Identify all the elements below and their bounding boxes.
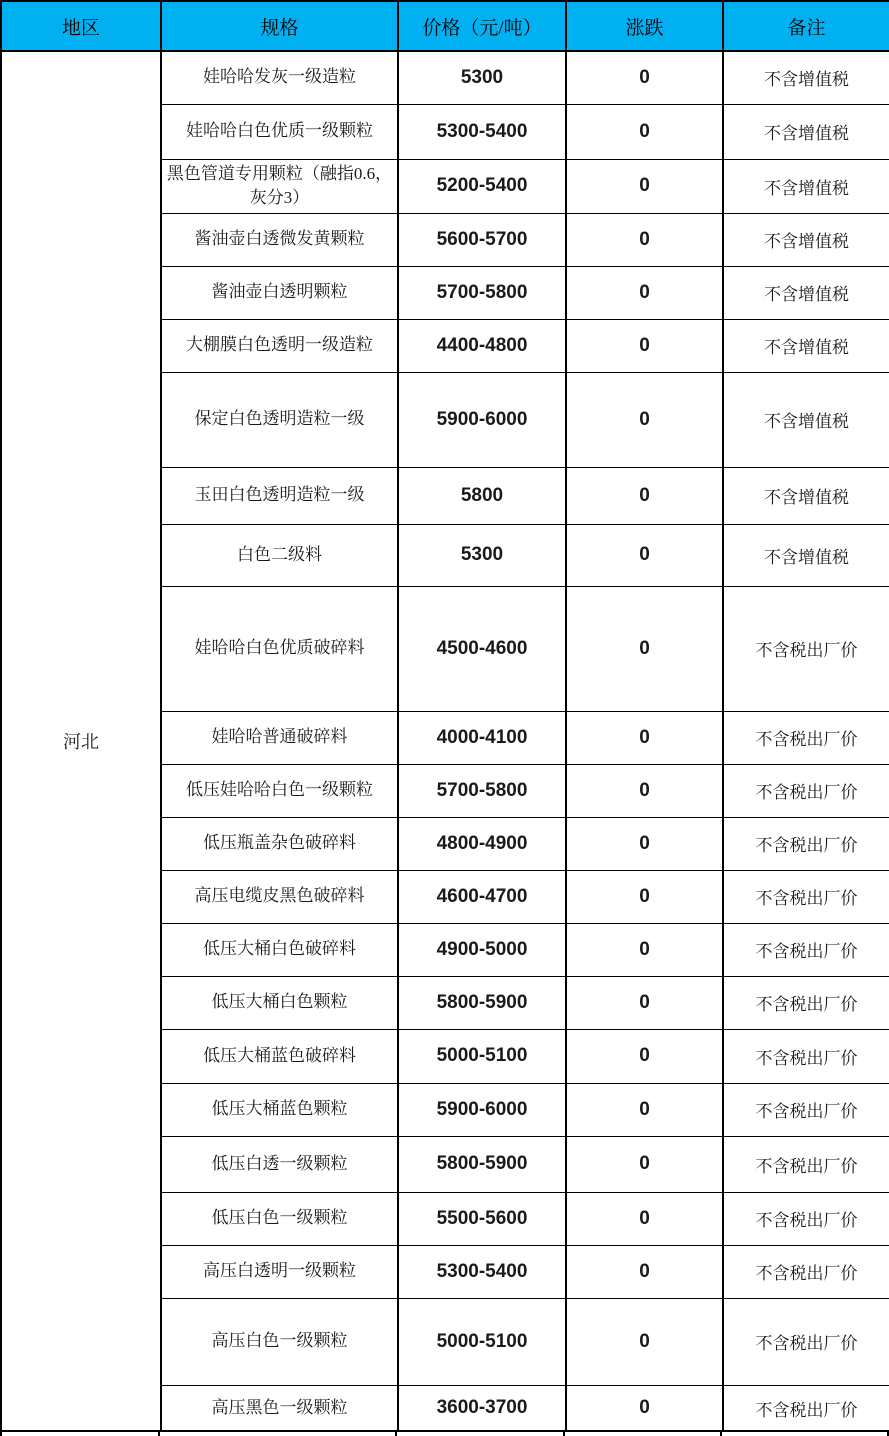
spec-cell: 低压娃哈哈白色一级颗粒 — [161, 764, 398, 817]
spec-cell: 高压黑色一级颗粒 — [161, 1385, 398, 1431]
spec-cell: 保定白色透明造粒一级 — [161, 372, 398, 467]
spec-cell: 娃哈哈发灰一级造粒 — [161, 51, 398, 104]
note-cell: 不含税出厂价 — [723, 764, 889, 817]
table-header — [1, 1, 889, 51]
spec-cell: 高压白色一级颗粒 — [161, 1298, 398, 1385]
change-cell: 0 — [566, 524, 723, 586]
spec-cell: 高压电缆皮黑色破碎料 — [161, 870, 398, 923]
note-cell: 不含增值税 — [723, 524, 889, 586]
change-cell: 0 — [566, 51, 723, 104]
change-cell: 0 — [566, 372, 723, 467]
change-cell: 0 — [566, 1192, 723, 1245]
change-cell: 0 — [566, 817, 723, 870]
table-continuation — [0, 1432, 889, 1436]
change-cell: 0 — [566, 159, 723, 213]
price-cell: 5700-5800 — [398, 266, 566, 319]
spec-cell: 娃哈哈白色优质破碎料 — [161, 586, 398, 711]
spec-cell: 低压瓶盖杂色破碎料 — [161, 817, 398, 870]
spec-cell: 低压白透一级颗粒 — [161, 1136, 398, 1192]
change-cell: 0 — [566, 870, 723, 923]
header-row — [1, 1, 889, 51]
spec-cell: 低压白色一级颗粒 — [161, 1192, 398, 1245]
note-cell: 不含增值税 — [723, 51, 889, 104]
price-cell: 5000-5100 — [398, 1029, 566, 1083]
price-cell: 4900-5000 — [398, 923, 566, 976]
note-cell: 不含增值税 — [723, 213, 889, 266]
header-region: 地区 — [1, 1, 161, 51]
price-cell: 4000-4100 — [398, 711, 566, 764]
note-cell: 不含税出厂价 — [723, 1029, 889, 1083]
note-cell: 不含增值税 — [723, 319, 889, 372]
price-cell: 5300-5400 — [398, 104, 566, 159]
continuation-col-price — [397, 1432, 565, 1436]
change-cell: 0 — [566, 266, 723, 319]
note-cell: 不含增值税 — [723, 372, 889, 467]
spec-cell: 玉田白色透明造粒一级 — [161, 467, 398, 524]
spec-cell: 黑色管道专用颗粒（融指0.6，灰分3） — [161, 159, 398, 213]
spec-cell: 低压大桶白色破碎料 — [161, 923, 398, 976]
price-cell: 5300 — [398, 51, 566, 104]
price-cell: 5500-5600 — [398, 1192, 566, 1245]
note-cell: 不含税出厂价 — [723, 976, 889, 1029]
note-cell: 不含税出厂价 — [723, 711, 889, 764]
change-cell: 0 — [566, 1083, 723, 1136]
price-cell: 5300 — [398, 524, 566, 586]
change-cell: 0 — [566, 586, 723, 711]
note-cell: 不含税出厂价 — [723, 1192, 889, 1245]
header-spec: 规格 — [161, 1, 398, 51]
header-price: 价格（元/吨） — [398, 1, 566, 51]
spec-cell: 白色二级料 — [161, 524, 398, 586]
table-row — [1, 51, 889, 104]
spec-cell: 酱油壶白透微发黄颗粒 — [161, 213, 398, 266]
price-cell: 4600-4700 — [398, 870, 566, 923]
header-note: 备注 — [723, 1, 889, 51]
price-cell: 5000-5100 — [398, 1298, 566, 1385]
spec-cell: 娃哈哈白色优质一级颗粒 — [161, 104, 398, 159]
note-cell: 不含税出厂价 — [723, 923, 889, 976]
spec-cell: 低压大桶蓝色破碎料 — [161, 1029, 398, 1083]
price-cell: 5900-6000 — [398, 372, 566, 467]
change-cell: 0 — [566, 319, 723, 372]
price-cell: 5900-6000 — [398, 1083, 566, 1136]
change-cell: 0 — [566, 976, 723, 1029]
price-cell: 5800 — [398, 467, 566, 524]
change-cell: 0 — [566, 1385, 723, 1431]
note-cell: 不含增值税 — [723, 159, 889, 213]
price-cell: 5800-5900 — [398, 976, 566, 1029]
change-cell: 0 — [566, 764, 723, 817]
spec-cell: 大棚膜白色透明一级造粒 — [161, 319, 398, 372]
table-body — [1, 51, 889, 1431]
header-change: 涨跌 — [566, 1, 723, 51]
change-cell: 0 — [566, 467, 723, 524]
change-cell: 0 — [566, 104, 723, 159]
note-cell: 不含税出厂价 — [723, 870, 889, 923]
price-cell: 4400-4800 — [398, 319, 566, 372]
price-cell: 3600-3700 — [398, 1385, 566, 1431]
note-cell: 不含税出厂价 — [723, 817, 889, 870]
note-cell: 不含税出厂价 — [723, 1385, 889, 1431]
change-cell: 0 — [566, 1298, 723, 1385]
note-cell: 不含税出厂价 — [723, 586, 889, 711]
note-cell: 不含增值税 — [723, 467, 889, 524]
price-cell: 5300-5400 — [398, 1245, 566, 1298]
continuation-col-region — [0, 1432, 160, 1436]
price-cell: 5200-5400 — [398, 159, 566, 213]
price-cell: 4800-4900 — [398, 817, 566, 870]
note-cell: 不含增值税 — [723, 266, 889, 319]
continuation-col-note — [722, 1432, 889, 1436]
change-cell: 0 — [566, 1245, 723, 1298]
price-cell: 5700-5800 — [398, 764, 566, 817]
spec-cell: 低压大桶白色颗粒 — [161, 976, 398, 1029]
price-cell: 5600-5700 — [398, 213, 566, 266]
spec-cell: 酱油壶白透明颗粒 — [161, 266, 398, 319]
note-cell: 不含税出厂价 — [723, 1083, 889, 1136]
change-cell: 0 — [566, 213, 723, 266]
note-cell: 不含税出厂价 — [723, 1245, 889, 1298]
continuation-col-spec — [160, 1432, 397, 1436]
region-cell: 河北 — [1, 51, 161, 1431]
spec-cell: 高压白透明一级颗粒 — [161, 1245, 398, 1298]
note-cell: 不含税出厂价 — [723, 1136, 889, 1192]
price-cell: 5800-5900 — [398, 1136, 566, 1192]
price-cell: 4500-4600 — [398, 586, 566, 711]
change-cell: 0 — [566, 1136, 723, 1192]
continuation-col-change — [565, 1432, 722, 1436]
note-cell: 不含税出厂价 — [723, 1298, 889, 1385]
spec-cell: 娃哈哈普通破碎料 — [161, 711, 398, 764]
change-cell: 0 — [566, 1029, 723, 1083]
change-cell: 0 — [566, 923, 723, 976]
change-cell: 0 — [566, 711, 723, 764]
spec-cell: 低压大桶蓝色颗粒 — [161, 1083, 398, 1136]
note-cell: 不含增值税 — [723, 104, 889, 159]
